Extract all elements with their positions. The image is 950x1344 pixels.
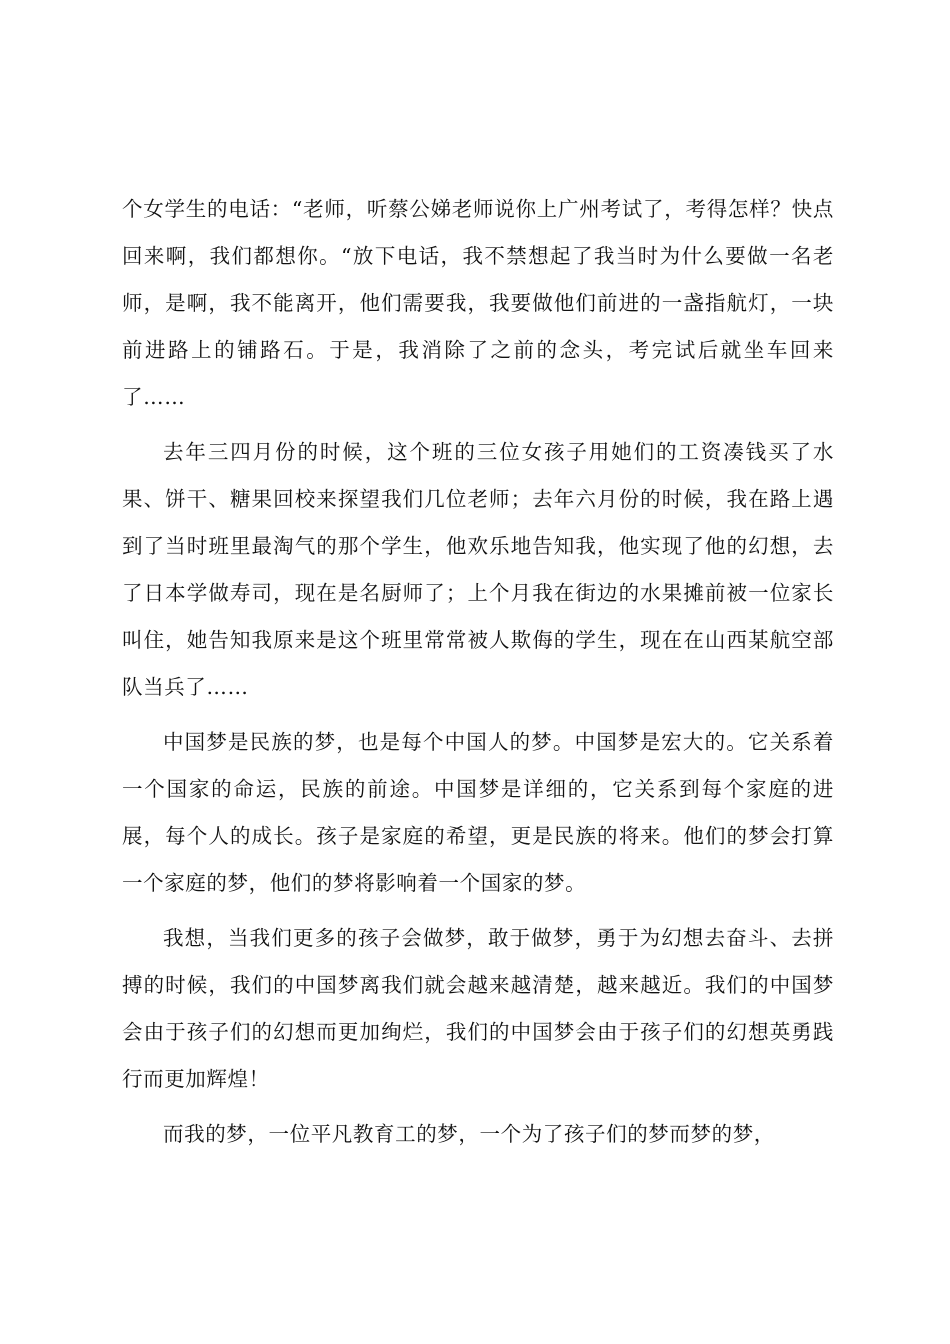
paragraph: 我想，当我们更多的孩子会做梦，敢于做梦，勇于为幻想去奋斗、去拼搏的时候，我们的中国梦离我们就会越来越清楚，越来越近。我们的中国梦会由于孩子们的幻想而更加绚烂，我们的中国梦会由于孩子们的幻想英勇践行而更加辉煌！ [122, 926, 834, 1091]
paragraph: 中国梦是民族的梦，也是每个中国人的梦。中国梦是宏大的。它关系着一个国家的命运，民族的前途。中国梦是详细的，它关系到每个家庭的进展，每个人的成长。孩子是家庭的希望，更是民族的将来。他们的梦会打算一个家庭的梦，他们的梦将影响着一个国家的梦。 [122, 730, 834, 895]
document-body [122, 186, 834, 1166]
paragraph: 而我的梦，一位平凡教育工的梦，一个为了孩子们的梦而梦的梦， [163, 1122, 775, 1146]
paragraph-continued: 个女学生的电话：“老师，听蔡公娣老师说你上广州考试了，考得怎样？快点回来啊，我们都想你。“放下电话，我不禁想起了我当时为什么要做一名老师，是啊，我不能离开，他们需要我，我要做他们前进的一盏指航灯，一块前进路上的铺路石。于是，我消除了之前的念头，考完试后就坐车回来了…… [122, 197, 834, 409]
paragraph: 去年三四月份的时候，这个班的三位女孩子用她们的工资凑钱买了水果、饼干、糖果回校来探望我们几位老师；去年六月份的时候，我在路上遇到了当时班里最淘气的那个学生，他欢乐地告知我，他实现了他的幻想，去了日本学做寿司，现在是名厨师了；上个月我在街边的水果摊前被一位家长叫住，她告知我原来是这个班里常常被人欺侮的学生，现在在山西某航空部队当兵了…… [122, 440, 834, 699]
